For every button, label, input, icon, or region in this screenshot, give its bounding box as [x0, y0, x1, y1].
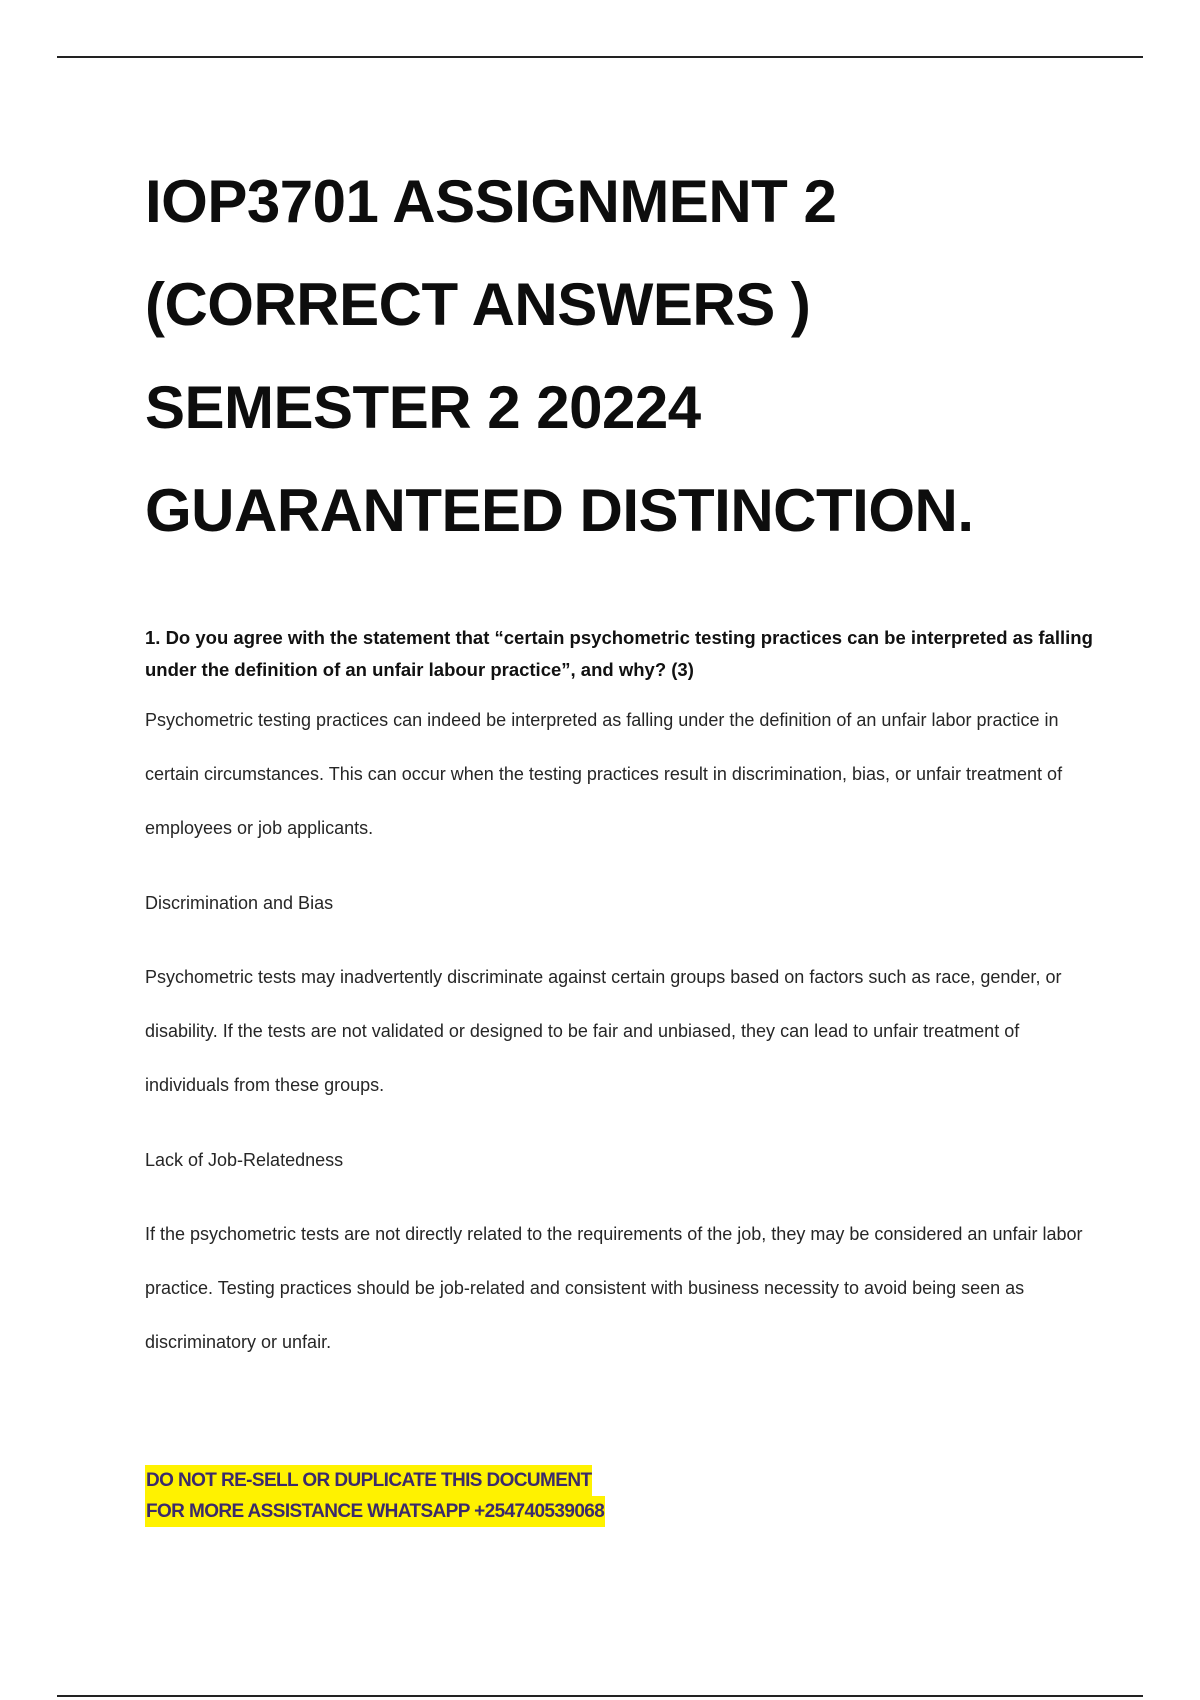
notice-line-2: FOR MORE ASSISTANCE WHATSAPP +254740539068	[145, 1496, 605, 1527]
title-line-4: GUARANTEED DISTINCTION.	[145, 477, 974, 544]
title-line-1: IOP3701 ASSIGNMENT 2	[145, 168, 837, 235]
top-divider	[57, 56, 1143, 58]
answer-intro: Psychometric testing practices can indeed be interpreted as falling under the definition of an unfair labor practice in certain circumstances. This can occur when the testing practices result in discrimination, bias, or unfair treatment of employees or job applicants.	[145, 710, 1063, 838]
document-title	[145, 150, 1145, 562]
notice-line-1: DO NOT RE-SELL OR DUPLICATE THIS DOCUMENT	[145, 1465, 592, 1496]
section-body-job-relatedness: If the psychometric tests are not directly related to the requirements of the job, they may be considered an unfair labor practice. Testing practices should be job-related and consistent with business necessity to avoid being seen as discriminatory or unfair.	[145, 1224, 1083, 1352]
bottom-divider	[57, 1695, 1143, 1697]
section-body-discrimination: Psychometric tests may inadvertently discriminate against certain groups based on factors such as race, gender, or disability. If the tests are not validated or designed to be fair and unbiased, they can lead to unfair treatment of individuals from these groups.	[145, 967, 1062, 1095]
title-line-2: (CORRECT ANSWERS )	[145, 271, 811, 338]
copyright-notice	[145, 1465, 605, 1527]
section-heading-discrimination: Discrimination and Bias	[145, 893, 334, 913]
question-1: 1. Do you agree with the statement that “certain psychometric testing practices can be interpreted as falling under the definition of an unfair labour practice”, and why? (3)	[145, 627, 1093, 680]
title-line-3: SEMESTER 2 20224	[145, 374, 701, 441]
section-heading-job-relatedness: Lack of Job-Relatedness	[145, 1150, 344, 1170]
